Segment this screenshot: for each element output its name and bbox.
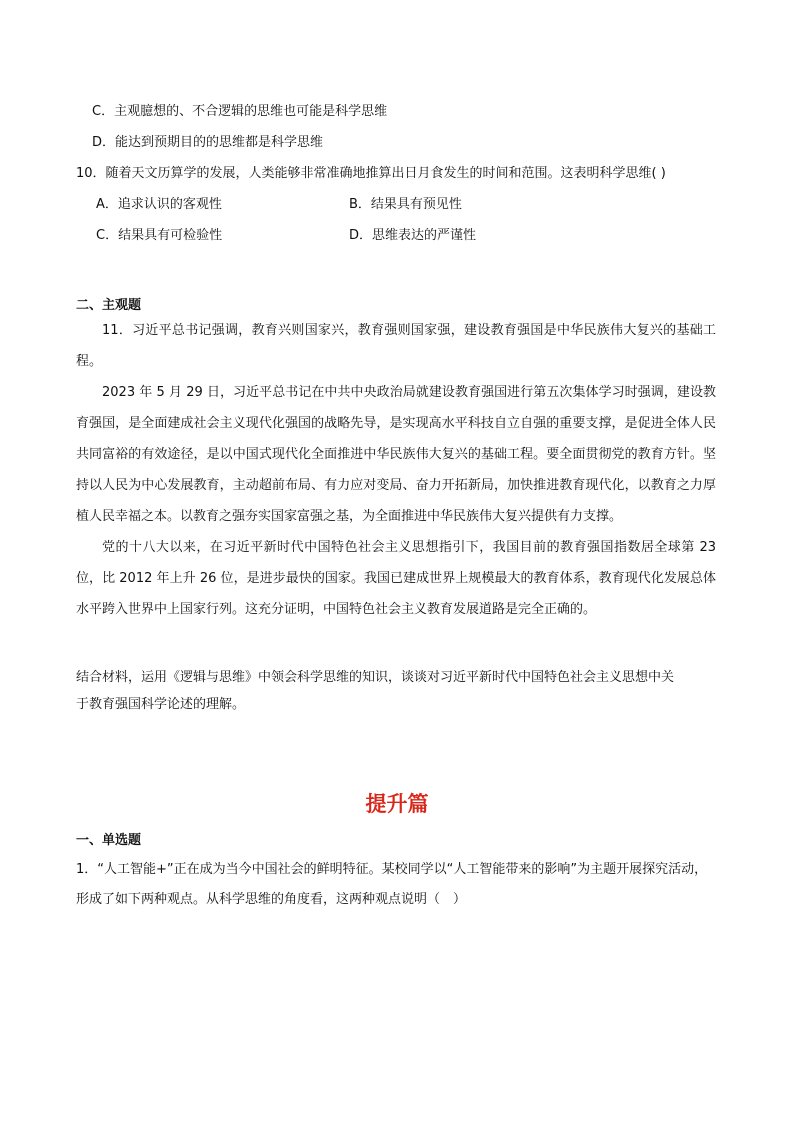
material-paragraph-1: 11．习近平总书记强调，教育兴则国家兴，教育强则国家强，建设教育强国是中华民族伟大复兴的基础工程。 bbox=[76, 323, 716, 369]
q10-option-a: A．追求认识的客观性 bbox=[96, 197, 222, 212]
q10-option-b: B．结果具有预见性 bbox=[349, 197, 462, 212]
q11-material bbox=[76, 315, 716, 625]
q10-stem: 10．随着天文历算学的发展，人类能够非常准确地推算出日月食发生的时间和范围。这表明科学思维( ) bbox=[76, 166, 666, 181]
q10-option-c: C．结果具有可检验性 bbox=[96, 228, 223, 243]
adv-q1-stem-line-2: 形成了如下两种观点。从科学思维的角度看，这两种观点说明（ ） bbox=[76, 892, 467, 907]
adv-q1-stem-line-1: 1．“人工智能+”正在成为当今中国社会的鲜明特征。某校同学以“人工智能带来的影响”为主题开展探究活动， bbox=[76, 862, 708, 877]
q10-option-d: D．思维表达的严谨性 bbox=[349, 228, 477, 243]
section-heading-single-choice: 一、单选题 bbox=[76, 833, 142, 848]
advanced-section-title: 提升篇 bbox=[365, 792, 429, 816]
material-paragraph-3: 党的十八大以来，在习近平新时代中国特色社会主义思想指引下，我国目前的教育强国指数居全球第 23 位，比 2012 年上升 26 位，是进步最快的国家。我国已建成世界上规模最大的教育体系，教育现代化发展总体水平跨入世界中上国家行列。这充分证明，中国特色社会主义教育发展道路是完全正确的。 bbox=[76, 540, 716, 617]
q11-task-line-1: 结合材料，运用《逻辑与思维》中领会科学思维的知识，谈谈对习近平新时代中国特色社会主义思想中关 bbox=[76, 670, 675, 685]
q9-option-c: C．主观臆想的、不合逻辑的思维也可能是科学思维 bbox=[92, 104, 388, 119]
q11-task-line-2: 于教育强国科学论述的理解。 bbox=[76, 697, 246, 712]
section-heading-subjective: 二、主观题 bbox=[76, 298, 142, 313]
material-paragraph-2: 2023 年 5 月 29 日，习近平总书记在中共中央政治局就建设教育强国进行第五次集体学习时强调，建设教育强国，是全面建成社会主义现代化强国的战略先导，是实现高水平科技自立自强的重要支撑，是促进全体人民共同富裕的有效途径，是以中国式现代化全面推进中华民族伟大复兴的基础工程。要全面贯彻党的教育方针。坚持以人民为中心发展教育，主动超前布局、有力应对变局、奋力开拓新局，加快推进教育现代化，以教育之力厚植人民幸福之本。以教育之强夯实国家富强之基，为全面推进中华民族伟大复兴提供有力支撑。 bbox=[76, 385, 716, 524]
q9-option-d: D．能达到预期目的的思维都是科学思维 bbox=[92, 135, 324, 150]
